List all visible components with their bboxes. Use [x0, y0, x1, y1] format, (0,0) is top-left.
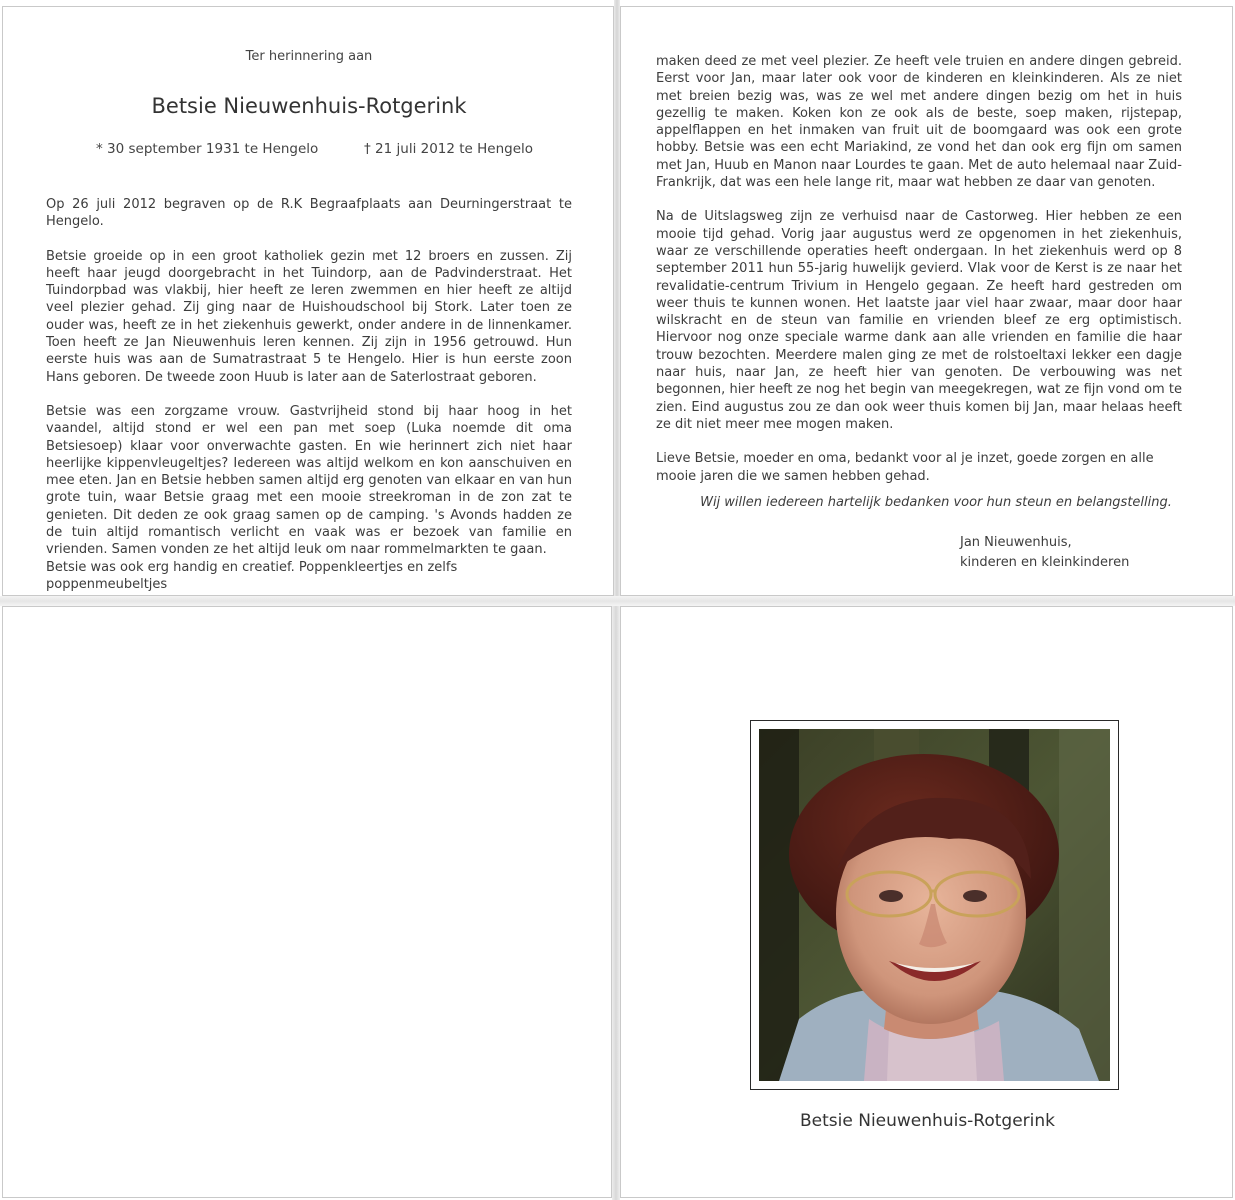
biography-paragraph: Na de Uitslagsweg zijn ze verhuisd naar de Castorweg. Hier hebben ze een mooie tijd gehad. Vorig jaar augustus werd ze opgenomen in het ziekenhuis, waar ze verschillende operaties heeft ondergaan. In het ziekenhuis werd op 8 september 2011 hun 55-jarig huwelijk gevierd. Vlak voor de Kerst is ze naar het revalidatie-centrum Trivium in Hengelo gegaan. Ze heeft hard gestreden om weer thuis te kunnen wonen. Het laatste jaar viel haar zwaar, maar door haar wilskracht en de steun van familie en vrienden bleef ze erg optimistisch. Hiervoor nog onze speciale warme dank aan alle vrienden en familie die haar trouw bezochten. Meerdere malen ging ze met de rolstoeltaxi lekker een dagje naar huis, naar Jan, ze heeft hier van genoten. De verbouwing was net begonnen, hier heeft ze nog het begin van meegekregen, wat ze fijn vond om te zien. Eind augustus zou ze dan ook weer thuis komen bij Jan, maar helaas heeft ze dit niet meer mee mogen maken.	[656, 209, 1182, 432]
death-date: † 21 juli 2012 te Hengelo	[364, 141, 534, 157]
signature-line: kinderen en kleinkinderen	[960, 555, 1130, 570]
thanks-note: Wij willen iedereen hartelijk bedanken voor hun steun en belangstelling.	[700, 495, 1172, 510]
portrait-photo	[759, 729, 1110, 1081]
biography-paragraph: maken deed ze met veel plezier. Ze heeft vele truien en andere dingen gebreid. Eerst voor Jan, maar later ook voor de kinderen en kleinkinderen. Als ze niet met breien bezig was, was ze wel met andere dingen bezig om het in huis gezellig te maken. Koken kon ze ook als de beste, soep maken, rijstepap, appelflappen en het inmaken van fruit uit de boomgaard was ook een grote hobby. Betsie was een echt Mariakind, ze vond het dan ook erg fijn om samen met Jan, Huub en Manon naar Lourdes te gaan. Met de auto helemaal naar Zuid-Frankrijk, dat was een hele lange rit, maar wat hebben ze daar van genoten.	[656, 54, 1182, 191]
signature-line: Jan Nieuwenhuis,	[960, 535, 1072, 550]
intro-text: Ter herinnering aan	[245, 49, 373, 64]
card-back-page	[2, 606, 612, 1198]
birth-date: * 30 september 1931 te Hengelo	[96, 141, 319, 157]
portrait-frame	[750, 720, 1119, 1090]
farewell-paragraph: Lieve Betsie, moeder en oma, bedankt voor al je inzet, goede zorgen en alle mooie jaren die we samen hebben gehad.	[656, 451, 1154, 484]
fold-line-horizontal	[0, 596, 1235, 606]
card-inner-left-page	[2, 6, 614, 596]
card-inner-right-page	[620, 6, 1233, 596]
biography-paragraph: Betsie was ook erg handig en creatief. Poppenkleertjes en zelfs poppenmeubeltjes	[46, 559, 458, 592]
biography-paragraph: Betsie groeide op in een groot katholiek gezin met 12 broers en zussen. Zij heeft haar jeugd doorgebracht in het Tuindorp, aan de Padvinderstraat. Het Tuindorpbad was vlakbij, hier heeft ze leren zwemmen en hier heeft ze altijd veel plezier gehad. Zij ging naar de Huishoudschool bij Stork. Later toen ze ouder was, heeft ze in het ziekenhuis gewerkt, onder andere in de linnenkamer. Toen heeft ze Jan Nieuwenhuis leren kennen. Zij zijn in 1956 getrouwd. Hun eerste huis was aan de Sumatrastraat 5 te Hengelo. Hier is hun eerste zoon Hans geboren. De tweede zoon Huub is later aan de Saterlostraat geboren.	[46, 248, 572, 385]
card-front-page	[620, 606, 1233, 1198]
fold-line-vertical-bottom	[612, 606, 620, 1200]
burial-paragraph: Op 26 juli 2012 begraven op de R.K Begraafplaats aan Deurningerstraat te Hengelo.	[46, 197, 572, 230]
deceased-name-heading: Betsie Nieuwenhuis-Rotgerink	[151, 94, 467, 118]
signature	[960, 533, 1129, 573]
photo-caption-name: Betsie Nieuwenhuis-Rotgerink	[800, 1111, 1055, 1131]
biography-left	[46, 196, 572, 593]
biography-right	[656, 53, 1182, 502]
biography-paragraph: Betsie was een zorgzame vrouw. Gastvrijheid stond bij haar hoog in het vaandel, altijd stond er wel een pan met soep (Luka noemde dit oma Betsiesoep) klaar voor onverwachte gasten. En wie herinnert zich niet haar heerlijke kippenvleugeltjes? Iedereen was altijd welkom en kon aanschuiven en mee eten. Jan en Betsie hebben samen altijd erg genoten van elkaar en van hun grote tuin, waar Betsie graag met een mooie streekroman in de zon zat te genieten. Dit deden ze ook graag samen op de camping. 's Avonds hadden ze de tuin altijd romantisch verlicht en vaak was er bezoek van familie en vrienden. Samen vonden ze het altijd leuk om naar rommelmarkten te gaan.	[46, 403, 572, 558]
